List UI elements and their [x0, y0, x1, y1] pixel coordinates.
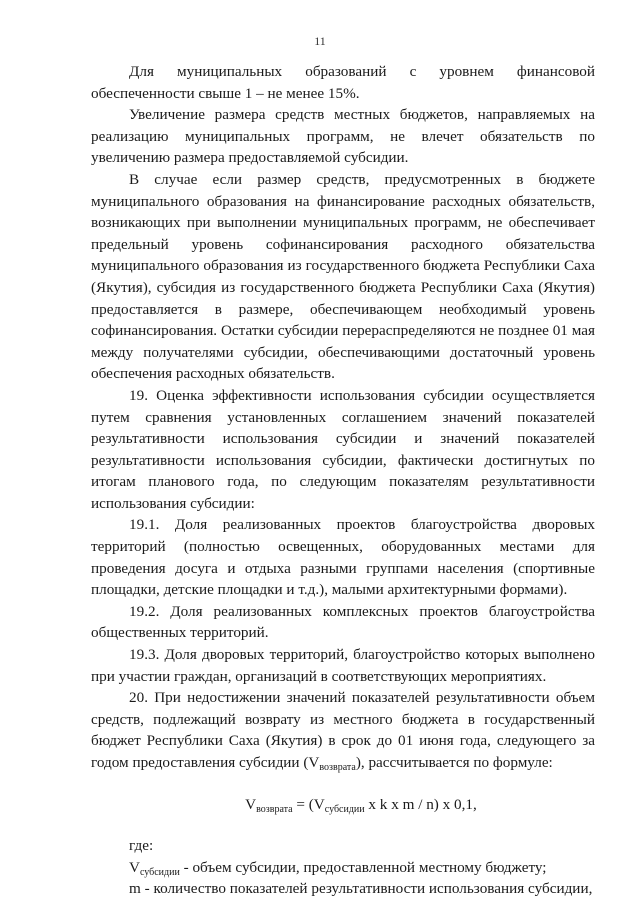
definition-v-subsidy	[91, 857, 595, 879]
document-body	[91, 61, 595, 900]
formula-rhs-sub: субсидии	[324, 803, 365, 815]
definition-v-sub: субсидии	[139, 866, 180, 878]
paragraph-19-efficiency: 19. Оценка эффективности использования субсидии осуществляется путем сравнения установленных соглашением значений показателей результативности использования субсидии и значений показателей результативности использования субсидии, фактически достигнутых по итогам планового года, по следующим показателям результативности использования субсидии:	[91, 386, 595, 512]
formula-lhs-sub: возврата	[256, 803, 293, 815]
formula-rest: x k x m / n) x 0,1,	[364, 795, 477, 813]
page-number: 11	[314, 34, 326, 48]
paragraph-19-2: 19.2. Доля реализованных комплексных проектов благоустройства общественных территорий.	[91, 602, 595, 642]
paragraph-financial-security: Для муниципальных образований с уровнем финансовой обеспеченности свыше 1 – не менее 15%.	[91, 63, 595, 102]
paragraph-20-return	[91, 687, 595, 773]
paragraph-budget-increase: Увеличение размера средств местных бюджетов, направляемых на реализацию муниципальных программ, не влечет обязательств по увеличению размера предоставляемой субсидии.	[91, 106, 595, 167]
paragraph-19-1: 19.1. Доля реализованных проектов благоустройства дворовых территорий (полностью освещенных, оборудованных местами для проведения досуга и отдыха разными группами населения (спортивные площадки, детские площадки и т.д.), малыми архитектурными формами).	[91, 516, 595, 599]
definition-m: m - количество показателей результативности использования субсидии,	[129, 880, 593, 898]
return-formula	[91, 794, 595, 816]
formula-lhs-var: V	[245, 795, 257, 813]
where-label: где:	[129, 837, 154, 855]
definition-v-var: V	[129, 858, 140, 876]
definition-v-text: - объем субсидии, предоставленной местному бюджету;	[179, 858, 547, 876]
paragraph-cofinancing: В случае если размер средств, предусмотренных в бюджете муниципального образования на финансирование расходных обязательств, возникающих при выполнении муниципальных программ, не обеспечивает предельный уровень софинансирования расходного обязательства муниципального образования из государственного бюджета Республики Саха (Якутия), субсидия из государственного бюджета Республики Саха (Якутия) предоставляется в размере, обеспечивающем необходимый уровень софинансирования. Остатки субсидии перераспределяются не позднее 01 мая между получателями субсидии, обеспечивающими достаточный уровень обеспечения расходных обязательств.	[91, 170, 595, 383]
paragraph-20-text: 20. При недостижении значений показателей результативности объем средств, подлежащий возврату из местного бюджета в государственный бюджет Республики Саха (Якутия) в срок до 01 июня года, следующего за годом предоставления субсидии (V	[91, 689, 595, 771]
paragraph-19-3: 19.3. Доля дворовых территорий, благоустройство которых выполнено при участии граждан, организаций в соответствующих мероприятиях.	[91, 646, 595, 685]
formula-middle: = (V	[292, 795, 325, 813]
paragraph-20-subscript: возврата	[319, 762, 356, 773]
paragraph-20-tail: ), рассчитывается по формуле:	[355, 754, 553, 771]
